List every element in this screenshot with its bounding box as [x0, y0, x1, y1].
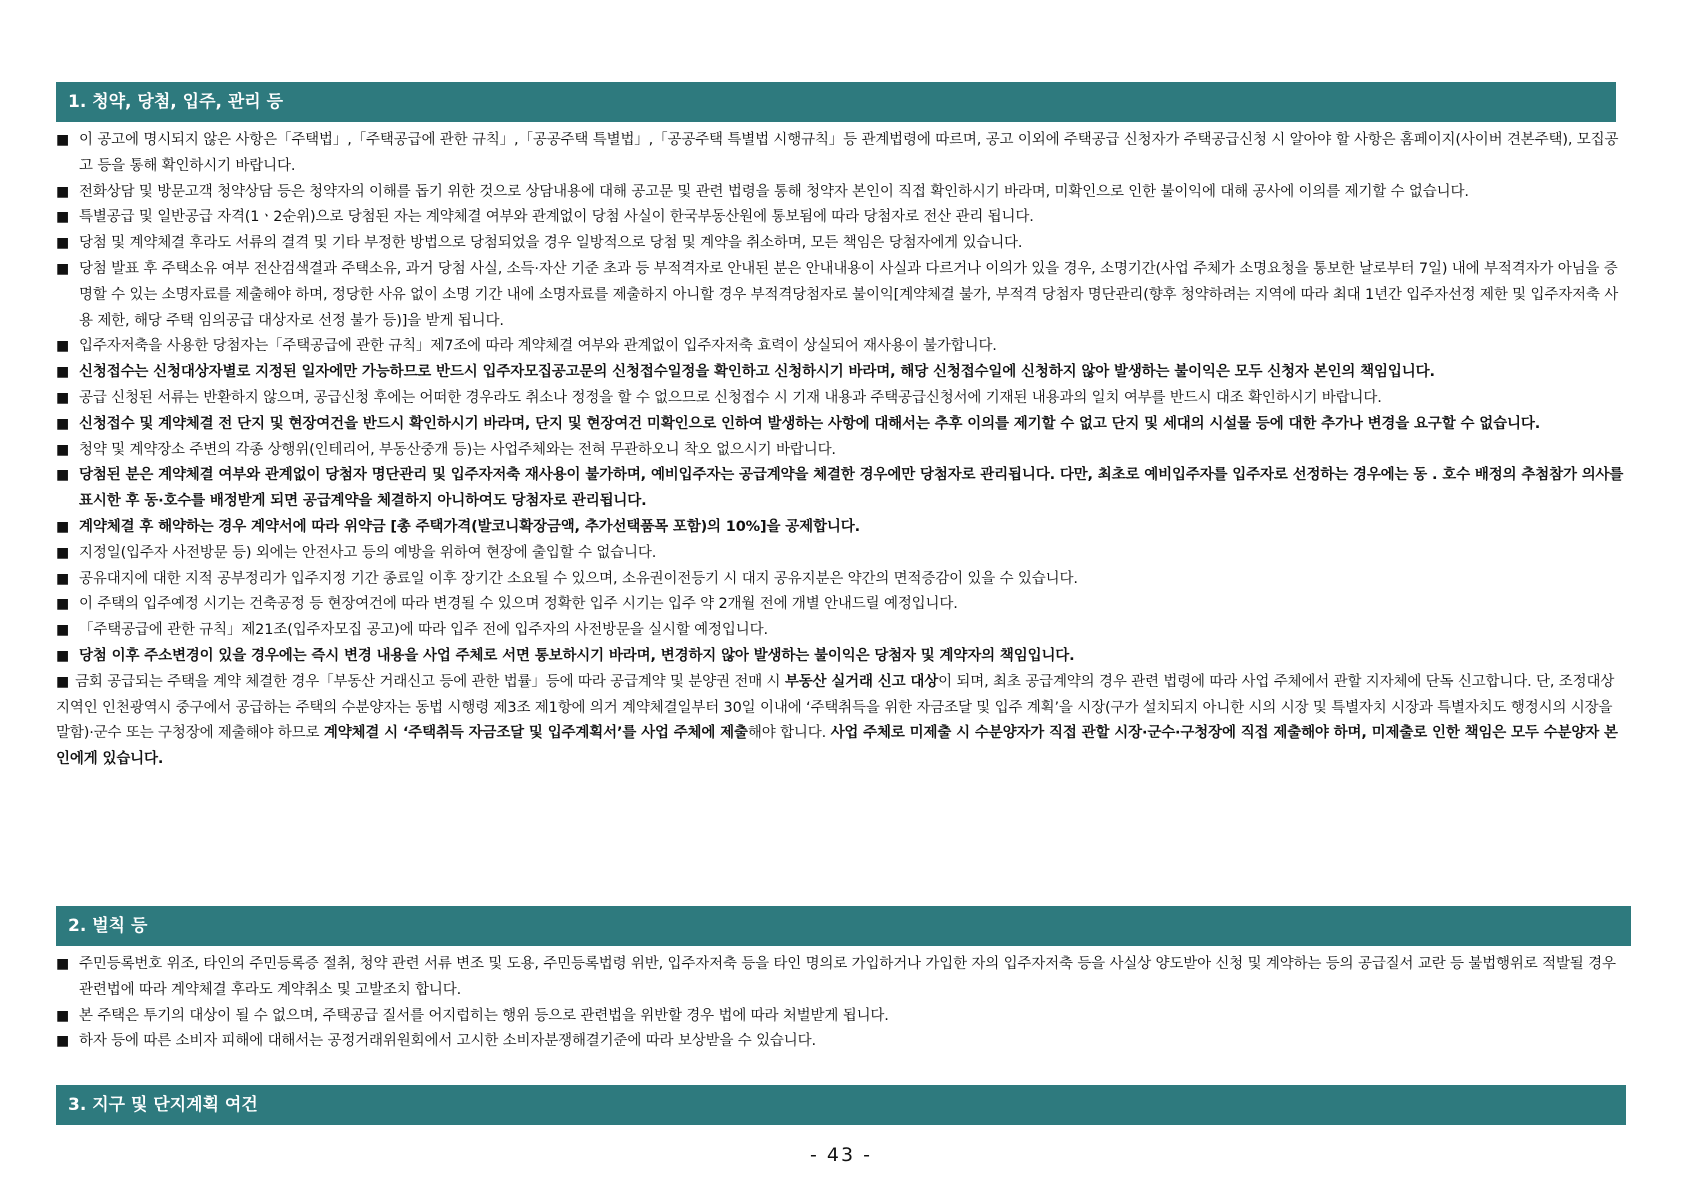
bullet-icon: ■	[56, 338, 70, 355]
bullet-icon: ■	[56, 647, 70, 664]
list-item: ■ 입주자저축을 사용한 당첨자는「주택공급에 관한 규칙」제7조에 따라 계약체결 여부와 관계없이 입주자저축 효력이 상실되어 재사용이 불가합니다.	[56, 334, 1626, 360]
bullet-icon: ■	[56, 132, 70, 148]
list-item: ■ 청약 및 계약장소 주변의 각종 상행위(인테리어, 부동산중개 등)는 사업주체와는 전혀 무관하오니 착오 없으시기 바랍니다.	[56, 438, 1626, 464]
list-item: ■ 신청접수 및 계약체결 전 단지 및 현장여건을 반드시 확인하시기 바라며, 단지 및 현장여건 미확인으로 인하여 발생하는 사항에 대해서는 추후 이의를 제기할 수 없고 단지 및 세대의 시설물 등에 대한 추가나 변경을 요구할 수 없습니다.	[56, 412, 1626, 438]
list-item: ■ 당첨 이후 주소변경이 있을 경우에는 즉시 변경 내용을 사업 주체로 서면 통보하시기 바라며, 변경하지 않아 발생하는 불이익은 당첨자 및 계약자의 책임입니다.	[56, 644, 1626, 670]
list-item: ■ 하자 등에 따른 소비자 피해에 대해서는 공정거래위원회에서 고시한 소비자분쟁해결기준에 따라 보상받을 수 있습니다.	[56, 1029, 1626, 1055]
bullet-icon: ■	[56, 518, 70, 535]
page-number: - 43 -	[810, 1144, 872, 1166]
section-1-header: 1. 청약, 당첨, 입주, 관리 등	[56, 82, 1616, 122]
final-paragraph: ■ 금회 공급되는 주택을 계약 체결한 경우「부동산 거래신고 등에 관한 법률」등에 따라 공급계약 및 분양권 전매 시 부동산 실거래 신고 대상이 되며, 최초 공급계약의 경우 관련 법령에 따라 사업 주체에서 관할 지자체에 단독 신고합니다. 단, 조정대상지역인 인천광역시 중구에서 공급하는 주택의 수분양자는 동법 시행령 제3조 제1항에 의거 계약체결일부터 30일 이내에 ‘주택취득을 위한 자금조달 및 입주 계획’을 시장(구가 설치되지 아니한 시의 시장 및 특별자치 시장과 특별자치도 행정시의 시장을 말함)·군수 또는 구청장에 제출해야 하므로 계약체결 시 ‘주택취득 자금조달 및 입주계획서’를 사업 주체에 제출해야 합니다. 사업 주체로 미제출 시 수분양자가 직접 관할 시장·군수·구청장에 직접 제출해야 하며, 미제출로 인한 책임은 모두 수분양자 본인에게 있습니다.	[56, 673, 1618, 768]
list-item: ■ 신청접수는 신청대상자별로 지정된 일자에만 가능하므로 반드시 입주자모집공고문의 신청접수일정을 확인하고 신청하시기 바라며, 해당 신청접수일에 신청하지 않아 발생하는 불이익은 모두 신청자 본인의 책임입니다.	[56, 360, 1626, 386]
list-item: ■ 「주택공급에 관한 규칙」제21조(입주자모집 공고)에 따라 입주 전에 입주자의 사전방문을 실시할 예정입니다.	[56, 618, 1626, 644]
bullet-icon: ■	[56, 389, 70, 406]
bullet-icon: ■	[56, 544, 70, 561]
bullet-icon: ■	[56, 596, 70, 613]
bullet-icon: ■	[56, 364, 70, 381]
list-item: ■ 특별공급 및 일반공급 자격(1ㆍ2순위)으로 당첨된 자는 계약체결 여부와 관계없이 당첨 사실이 한국부동산원에 통보됨에 따라 당첨자로 전산 관리 됩니다.	[56, 205, 1626, 231]
bullet-icon: ■	[56, 570, 70, 587]
bullet-icon: ■	[56, 673, 70, 690]
bullet-icon: ■	[56, 956, 70, 972]
bullet-icon: ■	[56, 260, 70, 277]
section-2-list	[56, 952, 1626, 1055]
bullet-icon: ■	[56, 209, 70, 226]
section-2-header: 2. 벌칙 등	[56, 906, 1631, 946]
section-1-list	[56, 128, 1626, 773]
bullet-icon: ■	[56, 1033, 70, 1050]
section-3-header: 3. 지구 및 단지계획 여건	[56, 1085, 1626, 1125]
bullet-icon: ■	[56, 1007, 70, 1024]
list-item: ■ 공급 신청된 서류는 반환하지 않으며, 공급신청 후에는 어떠한 경우라도 취소나 정정을 할 수 없으므로 신청접수 시 기재 내용과 주택공급신청서에 기재된 내용과의 일치 여부를 반드시 대조 확인하시기 바랍니다.	[56, 386, 1626, 412]
list-item: ■ 당첨 발표 후 주택소유 여부 전산검색결과 주택소유, 과거 당첨 사실, 소득·자산 기준 초과 등 부적격자로 안내된 분은 안내내용이 사실과 다르거나 이의가 있을 경우, 소명기간(사업 주체가 소명요청을 통보한 날로부터 7일) 내에 부적격자가 아님을 증명할 수 있는 소명자료를 제출해야 하며, 정당한 사유 없이 소명 기간 내에 소명자료를 제출하지 아니할 경우 부적격당첨자로 불이익[계약체결 불가, 부적격 당첨자 명단관리(향후 청약하려는 지역에 따라 최대 1년간 입주자선정 제한 및 입주자저축 사용 제한, 해당 주택 임의공급 대상자로 선정 불가 등)]을 받게 됩니다.	[56, 257, 1626, 334]
list-item: ■ 당첨된 분은 계약체결 여부와 관계없이 당첨자 명단관리 및 입주자저축 재사용이 불가하며, 예비입주자는 공급계약을 체결한 경우에만 당첨자로 관리됩니다. 다만, 최초로 예비입주자를 입주자로 선정하는 경우에는 동 . 호수 배정의 추첨참가 의사를 표시한 후 동·호수를 배정받게 되면 공급계약을 체결하지 아니하여도 당첨자로 관리됩니다.	[56, 463, 1626, 515]
list-item: ■ 공유대지에 대한 지적 공부정리가 입주지정 기간 종료일 이후 장기간 소요될 수 있으며, 소유권이전등기 시 대지 공유지분은 약간의 면적증감이 있을 수 있습니다.	[56, 567, 1626, 593]
list-item: ■ 이 주택의 입주예정 시기는 건축공정 등 현장여건에 따라 변경될 수 있으며 정확한 입주 시기는 입주 약 2개월 전에 개별 안내드릴 예정입니다.	[56, 592, 1626, 618]
bullet-icon: ■	[56, 622, 70, 639]
bullet-icon: ■	[56, 235, 70, 252]
bullet-icon: ■	[56, 441, 70, 458]
bullet-icon: ■	[56, 467, 70, 484]
list-item: ■ 계약체결 후 해약하는 경우 계약서에 따라 위약금 [총 주택가격(발코니확장금액, 추가선택품목 포함)의 10%]을 공제합니다.	[56, 515, 1626, 541]
list-item: ■ 주민등록번호 위조, 타인의 주민등록증 절취, 청약 관련 서류 변조 및 도용, 주민등록법령 위반, 입주자저축 등을 타인 명의로 가입하거나 가입한 자의 입주자저축 등을 사실상 양도받아 신청 및 계약하는 등의 공급질서 교란 등 불법행위로 적발될 경우 관련법에 따라 계약체결 후라도 계약취소 및 고발조치 합니다.	[56, 952, 1626, 1004]
list-item: ■ 당첨 및 계약체결 후라도 서류의 결격 및 기타 부정한 방법으로 당첨되었을 경우 일방적으로 당첨 및 계약을 취소하며, 모든 책임은 당첨자에게 있습니다.	[56, 231, 1626, 257]
list-item: ■ 전화상담 및 방문고객 청약상담 등은 청약자의 이해를 돕기 위한 것으로 상담내용에 대해 공고문 및 관련 법령을 통해 청약자 본인이 직접 확인하시기 바라며, 미확인으로 인한 불이익에 대해 공사에 이의를 제기할 수 없습니다.	[56, 180, 1626, 206]
bullet-icon: ■	[56, 183, 70, 200]
list-item: ■ 본 주택은 투기의 대상이 될 수 없으며, 주택공급 질서를 어지럽히는 행위 등으로 관련법을 위반할 경우 법에 따라 처벌받게 됩니다.	[56, 1004, 1626, 1030]
bullet-icon: ■	[56, 415, 70, 432]
list-item: ■ 이 공고에 명시되지 않은 사항은「주택법」,「주택공급에 관한 규칙」,「공공주택 특별법」,「공공주택 특별법 시행규칙」등 관계법령에 따르며, 공고 이외에 주택공급 신청자가 주택공급신청 시 알아야 할 사항은 홈페이지(사이버 견본주택), 모집공고 등을 통해 확인하시기 바랍니다.	[56, 128, 1626, 180]
list-item: ■ 지정일(입주자 사전방문 등) 외에는 안전사고 등의 예방을 위하여 현장에 출입할 수 없습니다.	[56, 541, 1626, 567]
